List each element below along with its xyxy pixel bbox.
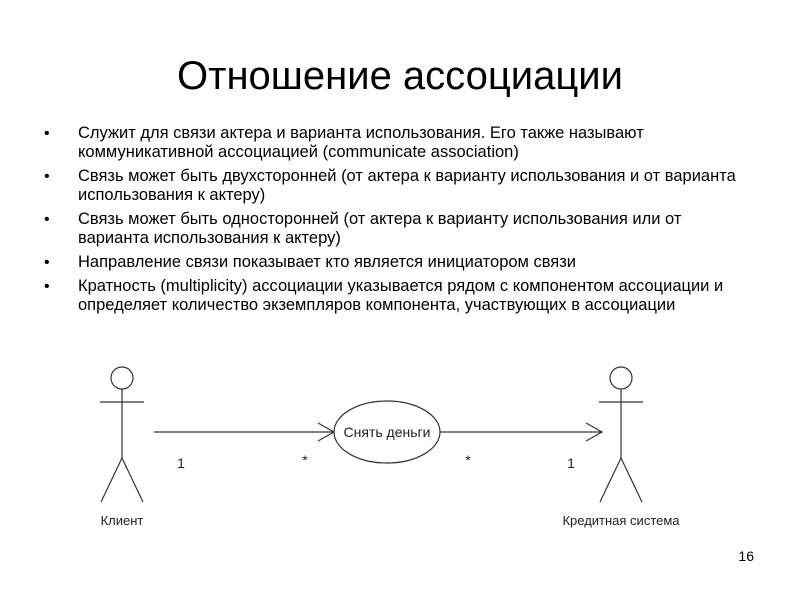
bullet-item: • Связь может быть двухсторонней (от актера к варианту использования и от варианта использования к актеру) (44, 167, 744, 205)
use-case-diagram (0, 350, 800, 550)
slide-title: Отношение ассоциации (177, 54, 623, 98)
multiplicity-left-actor: 1 (177, 455, 185, 471)
multiplicity-right-usecase: * (465, 452, 471, 468)
bullet-list (44, 124, 744, 320)
bullet-item: • Служит для связи актера и варианта использования. Его также называют коммуникативной ассоциацией (communicate association) (44, 124, 744, 162)
use-case-label: Снять деньги (343, 424, 431, 440)
multiplicity-left-usecase: * (302, 452, 308, 468)
multiplicity-right-actor: 1 (567, 455, 575, 471)
bullet-item: • Кратность (multiplicity) ассоциации указывается рядом с компонентом ассоциации и определяет количество экземпляров компонента, участвующих в ассоциации (44, 277, 744, 315)
page-number: 16 (738, 548, 754, 564)
actor-right-label: Кредитная система (562, 513, 680, 528)
bullet-item: • Связь может быть односторонней (от актера к варианту использования или от варианта использования к актеру) (44, 210, 744, 248)
actor-right-figure (599, 367, 643, 502)
actor-left-figure (100, 367, 144, 502)
bullet-item: • Направление связи показывает кто является инициатором связи (44, 253, 744, 272)
association-right-arrow (440, 423, 602, 441)
association-left-arrow (154, 423, 334, 441)
actor-left-label: Клиент (100, 513, 144, 528)
